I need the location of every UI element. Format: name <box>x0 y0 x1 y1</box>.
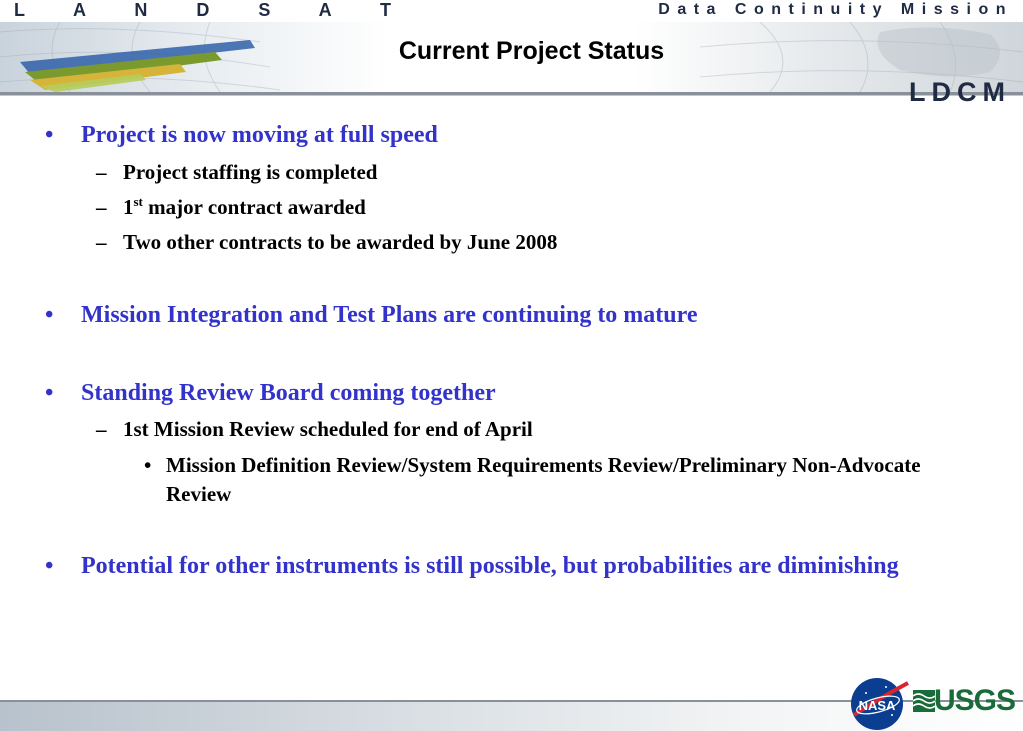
bullet-marker: • <box>45 380 54 406</box>
sub-sub-bullet-3-1-1 <box>144 451 966 509</box>
sub-bullet-3-1-text: 1st Mission Review scheduled for end of April <box>123 417 533 441</box>
bullet-4 <box>45 550 961 582</box>
mission-name: Data Continuity Mission <box>658 1 1013 18</box>
header-divider-light <box>0 95 1023 96</box>
landsat-wordmark: L A N D S A T <box>14 0 414 20</box>
bullet-marker: • <box>45 122 54 148</box>
dash-marker: – <box>96 417 107 441</box>
nasa-logo-text: NASA <box>858 698 896 713</box>
bullet-2 <box>45 299 961 331</box>
bullet-4-text: Potential for other instruments is still possible, but probabilities are diminishing <box>81 553 899 579</box>
nasa-logo <box>848 675 914 731</box>
bullet-1 <box>45 119 961 151</box>
bullet-2-text: Mission Integration and Test Plans are continuing to mature <box>81 302 698 328</box>
bullet-1-text: Project is now moving at full speed <box>81 122 438 148</box>
page-title: Current Project Status <box>398 37 665 65</box>
usgs-logo: USGS <box>934 684 1016 717</box>
sub-bullet-1-2-text: major contract awarded <box>142 195 366 219</box>
dash-marker: – <box>96 160 107 184</box>
sub-bullet-1-1 <box>96 159 378 185</box>
dash-marker: – <box>96 195 107 219</box>
top-strip <box>0 0 1023 22</box>
bullet-marker: • <box>45 553 54 579</box>
sub-bullet-1-2-sup: st <box>133 194 143 209</box>
sub-bullet-1-2 <box>96 194 366 220</box>
sub-bullet-1-3-text: Two other contracts to be awarded by June 2008 <box>123 230 558 254</box>
bullet-3-text: Standing Review Board coming together <box>81 380 496 406</box>
sub-bullet-3-1 <box>96 416 533 442</box>
sub-bullet-1-1-text: Project staffing is completed <box>123 160 378 184</box>
sub-bullet-1-2-num: 1 <box>123 195 134 219</box>
bullet-marker: • <box>45 302 54 328</box>
bullet-marker: • <box>144 453 152 477</box>
dash-marker: – <box>96 230 107 254</box>
sub-bullet-1-3 <box>96 229 558 255</box>
bullet-3 <box>45 377 961 409</box>
ldcm-logo: LDCM <box>909 77 1011 107</box>
sub-sub-bullet-3-1-1-text: Mission Definition Review/System Requirements Review/Preliminary Non-Advocate Review <box>166 453 921 506</box>
